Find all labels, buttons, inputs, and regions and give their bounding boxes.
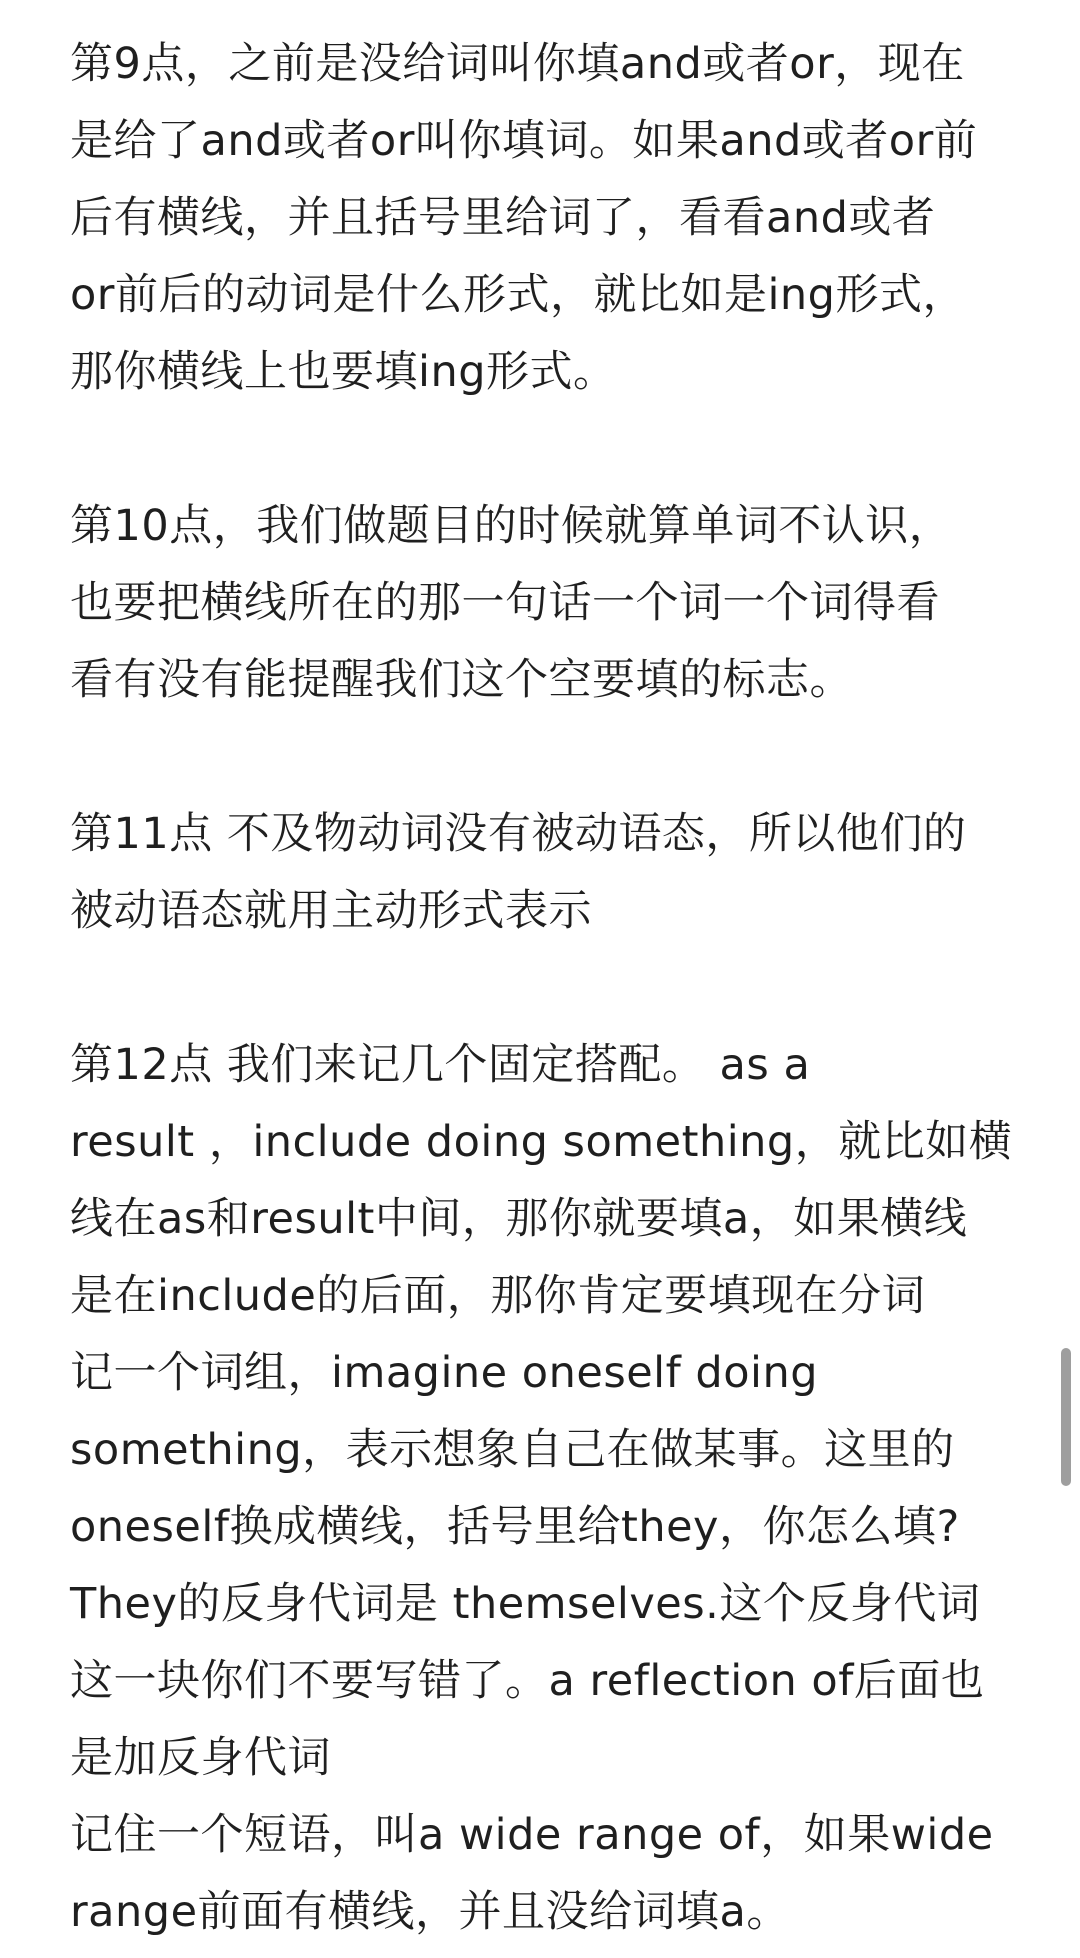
paragraph-spacer xyxy=(70,411,1030,488)
text-line: 线在as和result中间，那你就要填a，如果横线 xyxy=(70,1194,968,1244)
text-line: 记住一个短语，叫a wide range of，如果wide xyxy=(70,1810,994,1860)
paragraph-spacer xyxy=(70,950,1030,1027)
text-line: range前面有横线，并且没给词填a。 xyxy=(70,1887,790,1937)
text-line: or前后的动词是什么形式，就比如是ing形式， xyxy=(70,270,966,320)
text-line: They的反身代词是 themselves.这个反身代词 xyxy=(70,1579,981,1629)
text-line: 是在include的后面，那你肯定要填现在分词 xyxy=(70,1271,926,1321)
text-line: 第9点，之前是没给词叫你填and或者or，现在 xyxy=(70,39,965,89)
paragraph-point-12 xyxy=(70,1027,1030,1951)
text-line: 被动语态就用主动形式表示 xyxy=(70,886,592,936)
text-line: 也要把横线所在的那一句话一个词一个词得看 xyxy=(70,578,940,628)
text-line: 记一个词组，imagine oneself doing xyxy=(70,1348,819,1398)
text-line: 后有横线，并且括号里给词了，看看and或者 xyxy=(70,193,936,243)
article-body xyxy=(70,26,1030,1951)
text-line: something，表示想象自己在做某事。这里的 xyxy=(70,1425,955,1475)
paragraph-spacer xyxy=(70,719,1030,796)
text-line: 这一块你们不要写错了。a reflection of后面也 xyxy=(70,1656,985,1706)
text-line: 是加反身代词 xyxy=(70,1733,331,1783)
text-line: 是给了and或者or叫你填词。如果and或者or前 xyxy=(70,116,978,166)
text-line: 看有没有能提醒我们这个空要填的标志。 xyxy=(70,655,853,705)
vertical-scrollbar[interactable] xyxy=(1061,1348,1071,1486)
text-line: 第10点，我们做题目的时候就算单词不认识， xyxy=(70,501,953,551)
paragraph-point-9 xyxy=(70,26,1030,411)
paragraph-point-10 xyxy=(70,488,1030,719)
text-line: result ，include doing something，就比如横 xyxy=(70,1117,1013,1167)
text-line: 第12点 我们来记几个固定搭配。 as a xyxy=(70,1040,811,1090)
text-line: 那你横线上也要填ing形式。 xyxy=(70,347,617,397)
text-line: oneself换成横线，括号里给they，你怎么填? xyxy=(70,1502,960,1552)
text-line: 第11点 不及物动词没有被动语态，所以他们的 xyxy=(70,809,967,859)
paragraph-point-11 xyxy=(70,796,1030,950)
